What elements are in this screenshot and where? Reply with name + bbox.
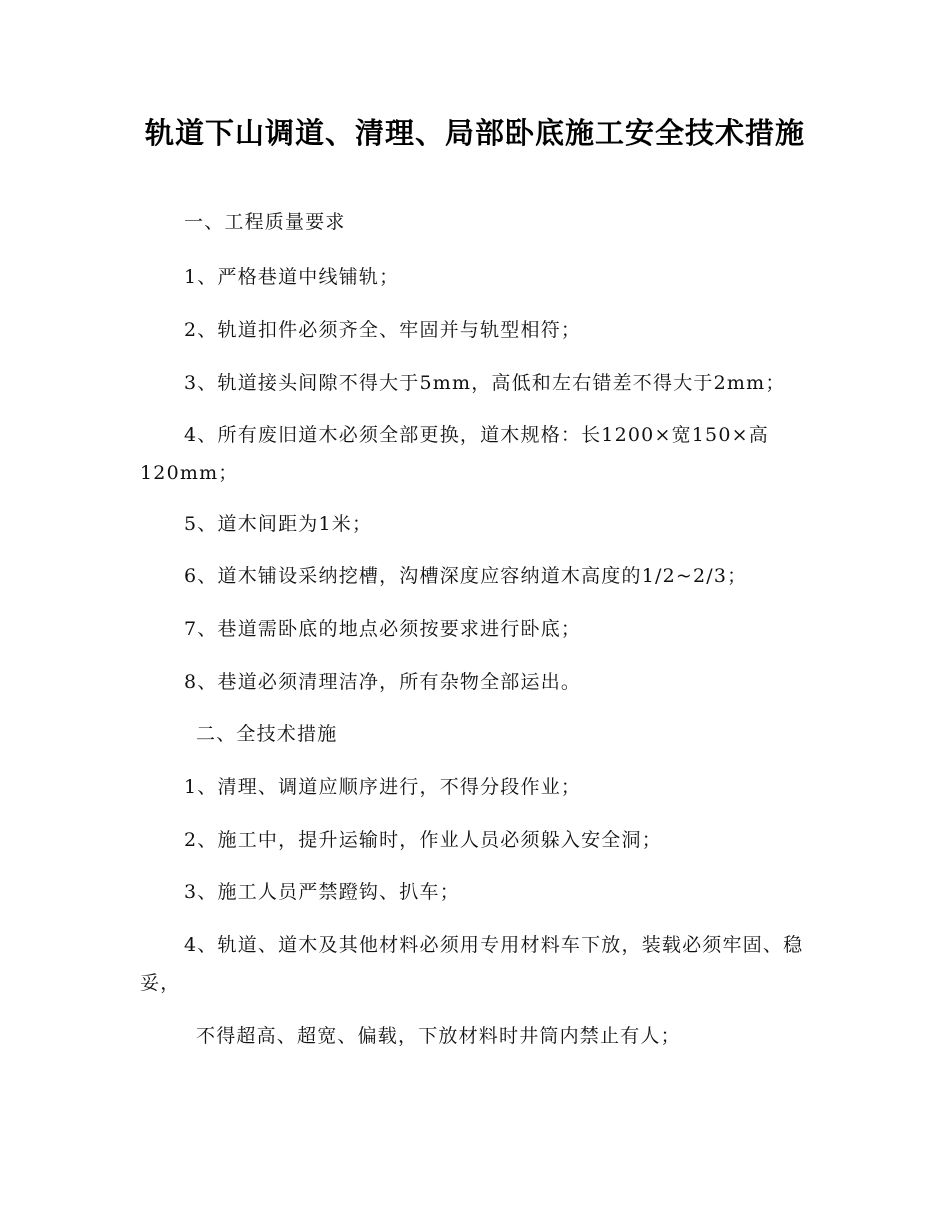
continuation-paragraph: 不得超高、超宽、偏载，下放材料时井筒内禁止有人； [196,1025,681,1047]
list-item: 2、施工中，提升运输时，作业人员必须躲入安全洞； [184,829,662,851]
list-item: 8、巷道必须清理洁净，所有杂物全部运出。 [184,671,582,693]
list-item: 7、巷道需卧底的地点必须按要求进行卧底； [184,618,582,640]
list-item: 4、所有废旧道木必须全部更换，道木规格：长1200×宽150×高120mm； [140,424,769,484]
section-heading-quality: 一、工程质量要求 [184,211,346,233]
section-heading-safety: 二、全技术措施 [196,723,338,745]
list-item: 1、清理、调道应顺序进行，不得分段作业； [184,776,582,798]
list-item: 5、道木间距为1米； [184,513,373,535]
list-item: 2、轨道扣件必须齐全、牢固并与轨型相符； [184,319,582,341]
list-item: 3、轨道接头间隙不得大于5mm，高低和左右错差不得大于2mm； [184,372,786,394]
list-item: 1、严格巷道中线铺轨； [184,266,400,288]
list-item: 6、道木铺设采纳挖槽，沟槽深度应容纳道木高度的1/2~2/3； [184,565,748,587]
list-item: 3、施工人员严禁蹬钩、扒车； [184,881,460,903]
document-title: 轨道下山调道、清理、局部卧底施工安全技术措施 [144,116,805,150]
list-item: 4、轨道、道木及其他材料必须用专用材料车下放，装载必须牢固、稳妥， [140,934,804,994]
